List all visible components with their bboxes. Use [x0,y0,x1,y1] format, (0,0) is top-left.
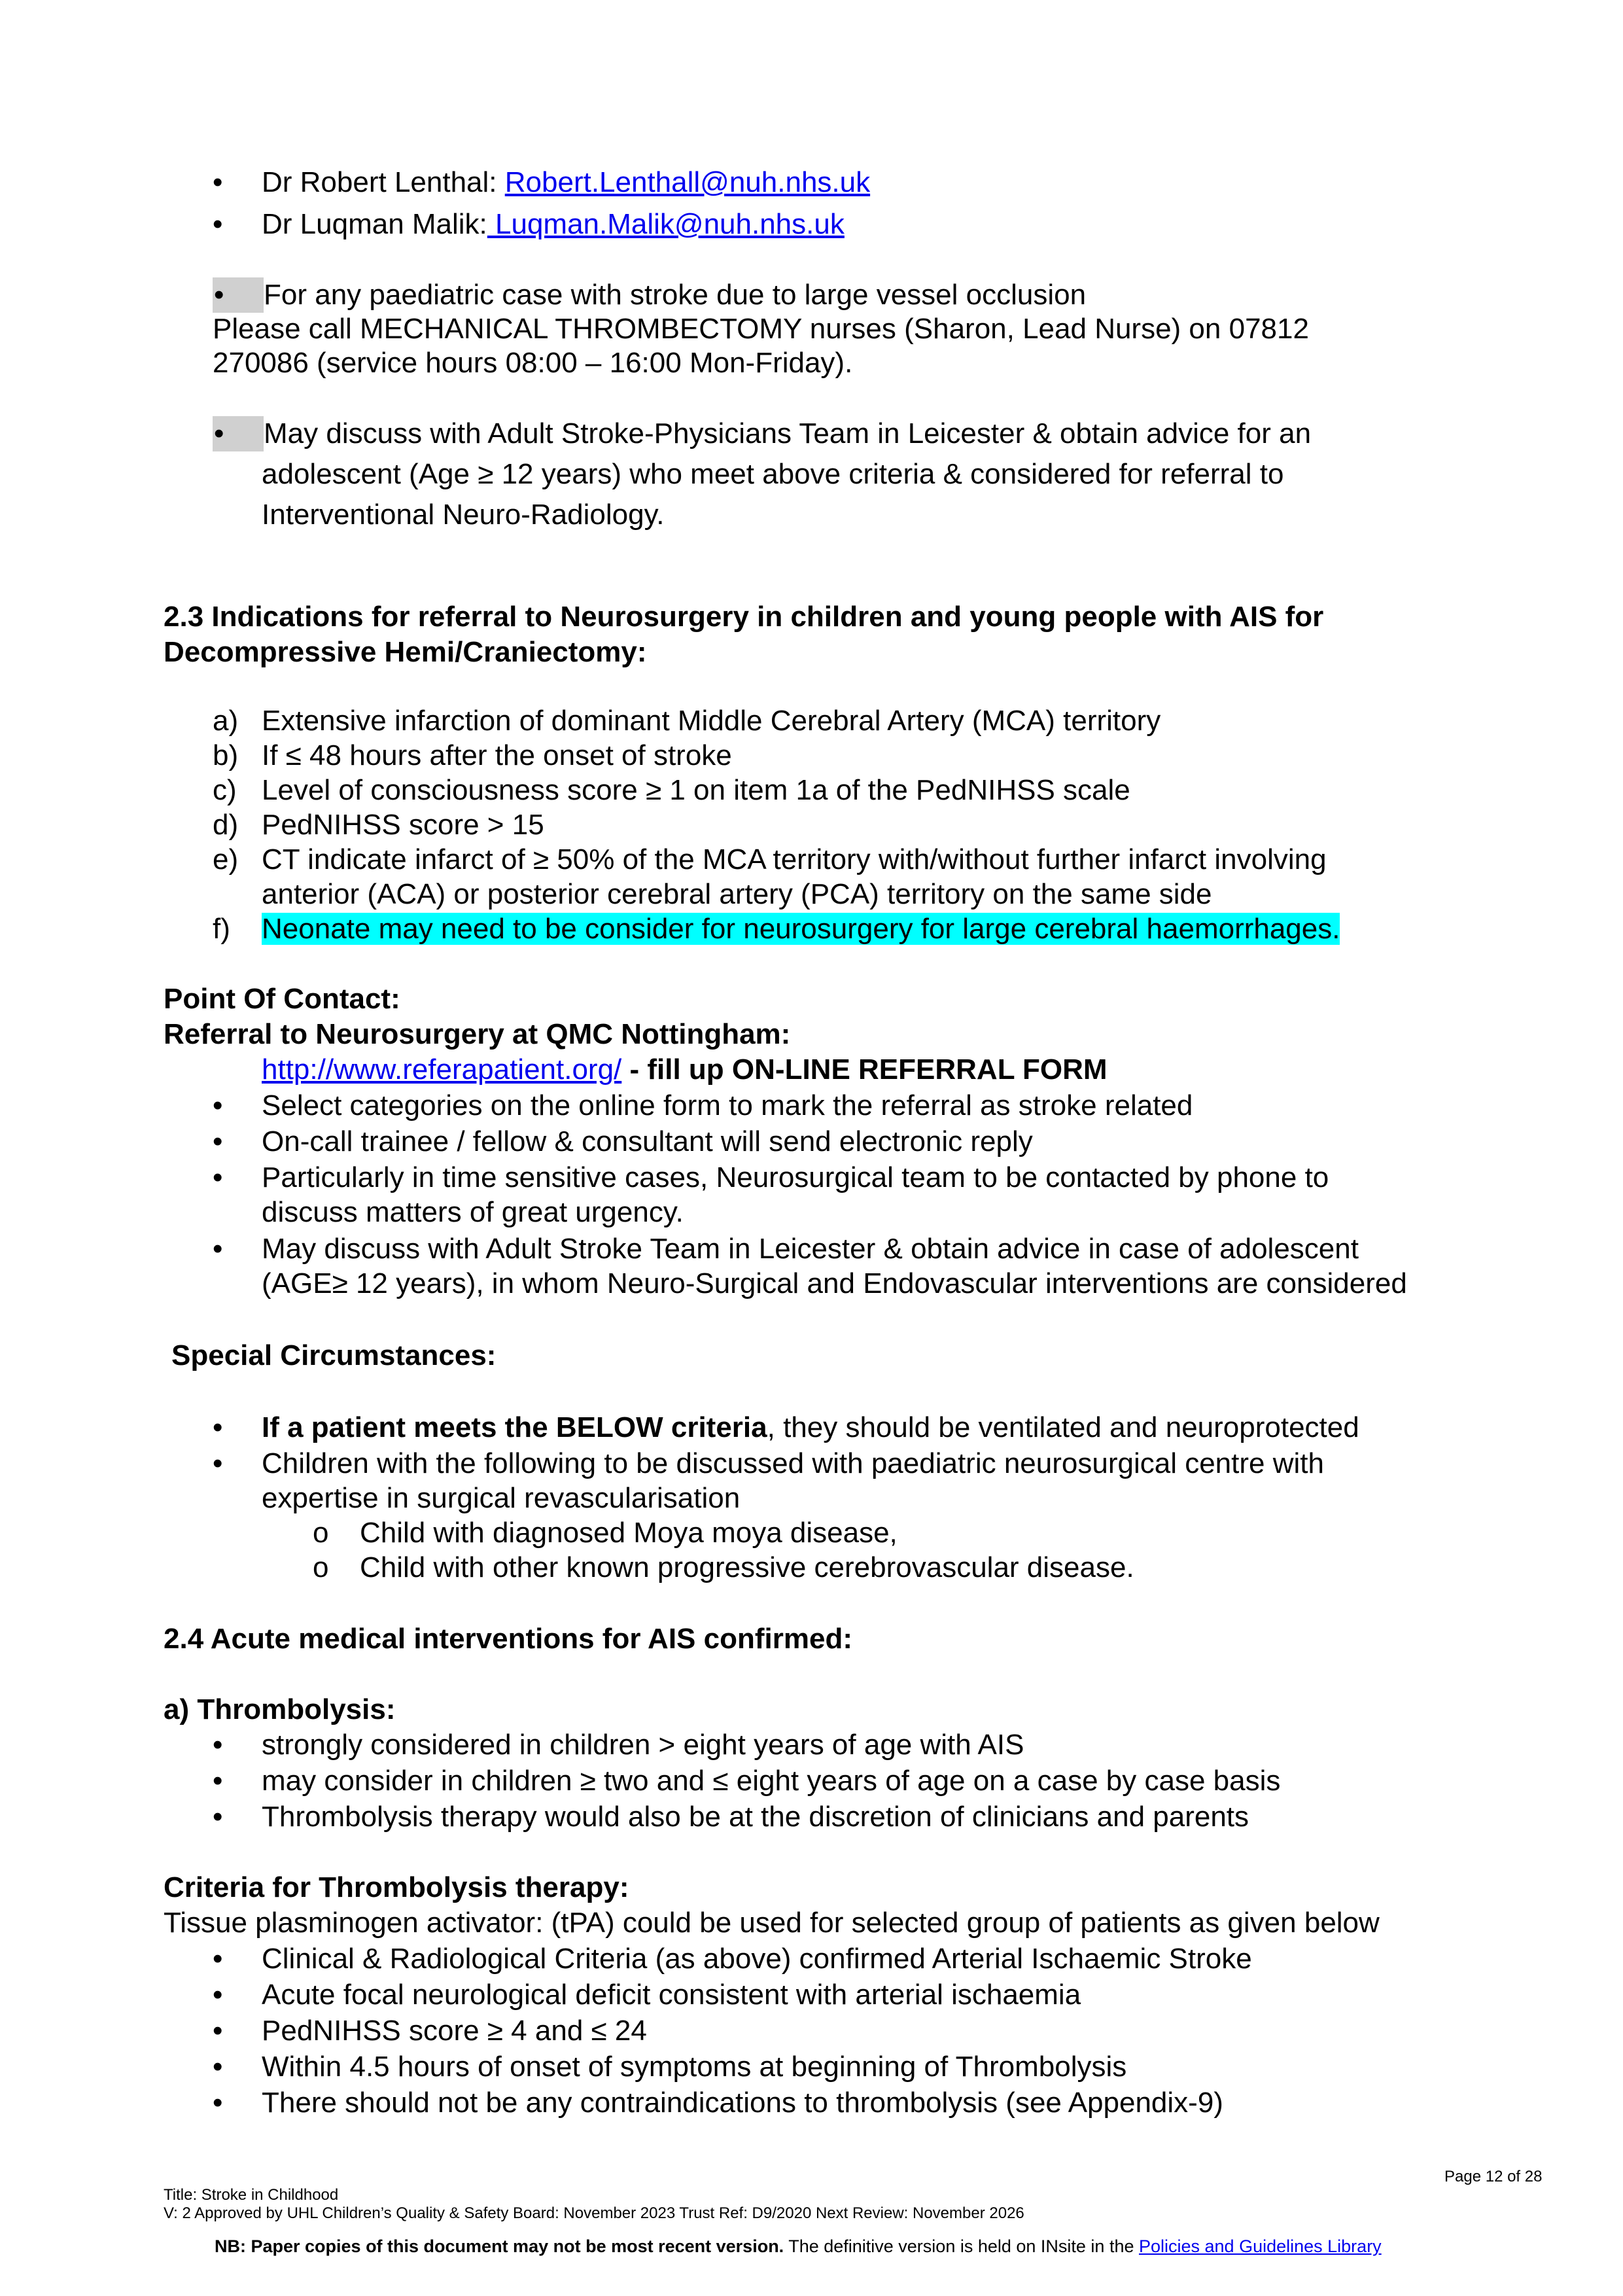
criteria-heading: Criteria for Thrombolysis therapy: [164,1871,629,1903]
contact-bullet: Particularly in time sensitive cases, Neurosurgical team to be contacted by phone to [262,1161,1329,1193]
contact-name: Dr Luqman Malik: [262,208,487,240]
criteria-item-marker: b) [213,739,239,771]
bullet: • [213,1089,223,1122]
criteria-intro: Tissue plasminogen activator: (tPA) could be used for selected group of patients as given below [164,1907,1380,1939]
bullet: • [213,1729,223,1761]
criteria-item-cont: anterior (ACA) or posterior cerebral artery (PCA) territory on the same side [262,878,1212,910]
email-link-malik[interactable]: Luqman.Malik@nuh.nhs.uk [487,208,845,240]
bullet: • [213,1233,223,1265]
text: For any paediatric case with stroke due to large vessel occlusion [264,279,1087,311]
bullet-highlighted: • [213,277,264,313]
url-suffix: - fill up ON-LINE REFERRAL FORM [621,1053,1108,1086]
criteria-item: Extensive infarction of dominant Middle Cerebral Artery (MCA) territory [262,705,1161,737]
text: , they should be ventilated and neuroprotected [767,1411,1359,1443]
bullet: • [213,1943,223,1975]
nb-text: The definitive version is held on INsite in the [784,2236,1139,2256]
thrombolysis-heading: a) Thrombolysis: [164,1693,396,1725]
thrombectomy-line1 [213,277,1086,313]
contact-bullet: On-call trainee / fellow & consultant will send electronic reply [262,1125,1033,1157]
bullet: • [213,2015,223,2047]
adult-stroke-line2: adolescent (Age ≥ 12 years) who meet above criteria & considered for referral to [262,458,1284,490]
criteria-item-marker: e) [213,843,239,875]
criteria-bullet: There should not be any contraindications to thrombolysis (see Appendix-9) [262,2087,1223,2119]
criteria-bullet: PedNIHSS score ≥ 4 and ≤ 24 [262,2015,647,2047]
special-sub-item: Child with diagnosed Moya moya disease, [360,1517,898,1549]
thrombolysis-bullet: strongly considered in children > eight years of age with AIS [262,1729,1024,1761]
bullet: • [213,1161,223,1193]
contact-bullet-cont: (AGE≥ 12 years), in whom Neuro-Surgical and Endovascular interventions are considered [262,1267,1407,1299]
thrombectomy-line3: 270086 (service hours 08:00 – 16:00 Mon-Friday). [213,347,853,379]
footer-version: V: 2 Approved by UHL Children’s Quality & Safety Board: November 2023 Trust Ref: D9/2020 Next Review: November 2026 [164,2204,1024,2222]
thrombolysis-bullet: Thrombolysis therapy would also be at the discretion of clinicians and parents [262,1801,1249,1833]
criteria-item-marker: c) [213,774,237,806]
nb-bold: NB: Paper copies of this document may not be most recent version. [215,2236,784,2256]
criteria-bullet: Clinical & Radiological Criteria (as above) confirmed Arterial Ischaemic Stroke [262,1943,1252,1975]
footer-nb [215,2236,1382,2256]
thrombolysis-bullet: may consider in children ≥ two and ≤ eight years of age on a case by case basis [262,1765,1281,1797]
referapatient-link[interactable]: http://www.referapatient.org/ [262,1053,622,1086]
bullet-highlighted: • [213,416,264,451]
referral-subheading: Referral to Neurosurgery at QMC Nottingham: [164,1018,791,1050]
contact-bullet: Select categories on the online form to mark the referral as stroke related [262,1089,1193,1122]
special-bullet: Children with the following to be discussed with paediatric neurosurgical centre with [262,1447,1324,1479]
sub-bullet: o [313,1551,329,1583]
criteria-bullet: Within 4.5 hours of onset of symptoms at beginning of Thrombolysis [262,2051,1127,2083]
bullet: • [213,1447,223,1479]
point-of-contact-heading: Point Of Contact: [164,983,400,1015]
highlight-text: Neonate may need to be consider for neurosurgery for large cerebral haemorrhages. [262,913,1340,945]
footer-title: Title: Stroke in Childhood [164,2186,339,2204]
criteria-item: CT indicate infarct of ≥ 50% of the MCA territory with/without further infarct involving [262,843,1327,875]
special-bullet-cont: expertise in surgical revascularisation [262,1482,741,1514]
criteria-bullet: Acute focal neurological deficit consistent with arterial ischaemia [262,1979,1081,2011]
policies-library-link[interactable]: Policies and Guidelines Library [1138,2236,1382,2256]
thrombectomy-line2: Please call MECHANICAL THROMBECTOMY nurses (Sharon, Lead Nurse) on 07812 [213,313,1309,345]
criteria-item-marker: a) [213,705,239,737]
section-2-3-heading-cont: Decompressive Hemi/Craniectomy: [164,636,647,668]
bullet: • [213,2087,223,2119]
criteria-item: PedNIHSS score > 15 [262,809,544,841]
text: May discuss with Adult Stroke-Physicians Team in Leicester & obtain advice for an [264,417,1312,450]
criteria-item: If ≤ 48 hours after the onset of stroke [262,739,732,771]
referral-url-line [262,1052,1108,1087]
section-2-4-heading: 2.4 Acute medical interventions for AIS confirmed: [164,1623,852,1655]
contact-name: Dr Robert Lenthal: [262,166,505,198]
contact-malik [262,207,845,242]
sub-bullet: o [313,1517,329,1549]
special-heading: Special Circumstances: [171,1339,497,1371]
page-number: Page 12 of 28 [1444,2168,1543,2185]
bullet: • [213,2051,223,2083]
bullet: • [213,1979,223,2011]
criteria-item-marker: d) [213,809,239,841]
contact-bullet: May discuss with Adult Stroke Team in Leicester & obtain advice in case of adolescent [262,1233,1359,1265]
bullet: • [213,1125,223,1157]
criteria-item-highlighted [262,911,1340,947]
bullet: • [213,1801,223,1833]
bullet: • [213,1411,223,1443]
section-2-3-heading: 2.3 Indications for referral to Neurosurgery in children and young people with AIS for [164,601,1324,633]
adult-stroke-line3: Interventional Neuro-Radiology. [262,499,665,531]
contact-lenthal [262,165,870,200]
special-bullet [262,1410,1359,1445]
bullet: • [213,1765,223,1797]
criteria-item: Level of consciousness score ≥ 1 on item 1a of the PedNIHSS scale [262,774,1130,806]
criteria-item-marker: f) [213,913,230,945]
bold-text: If a patient meets the BELOW criteria [262,1411,767,1443]
bullet: • [213,208,223,240]
bullet: • [213,166,223,198]
special-sub-item: Child with other known progressive cerebrovascular disease. [360,1551,1134,1583]
adult-stroke-line1 [213,416,1311,451]
contact-bullet-cont: discuss matters of great urgency. [262,1196,684,1228]
email-link-lenthal[interactable]: Robert.Lenthall@nuh.nhs.uk [504,166,871,198]
